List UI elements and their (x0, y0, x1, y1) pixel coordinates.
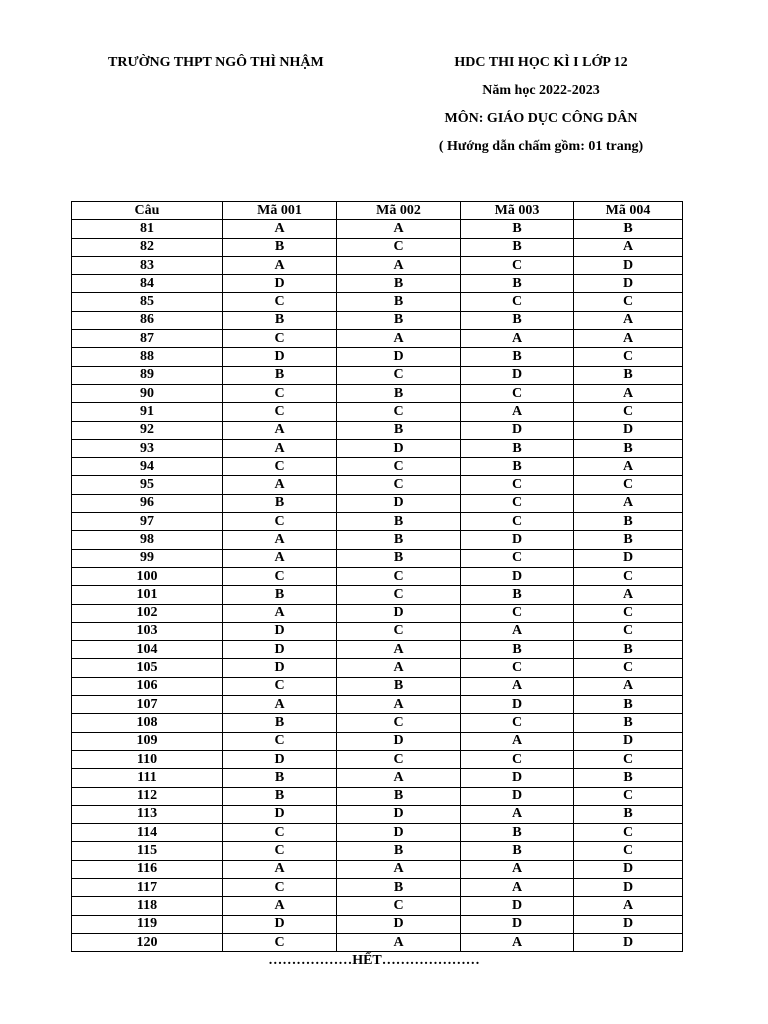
answer-code-001: A (223, 549, 337, 567)
answer-code-003: C (461, 604, 574, 622)
table-row (72, 238, 683, 256)
answer-code-001: A (223, 696, 337, 714)
answer-code-001: C (223, 842, 337, 860)
answer-code-004: C (574, 476, 683, 494)
answer-code-004: A (574, 677, 683, 695)
answer-code-004: C (574, 403, 683, 421)
table-row (72, 366, 683, 384)
answer-code-003: A (461, 330, 574, 348)
answer-code-003: B (461, 238, 574, 256)
answer-code-003: B (461, 311, 574, 329)
answer-code-002: C (337, 366, 461, 384)
question-number: 116 (72, 860, 223, 878)
answer-code-002: A (337, 860, 461, 878)
question-number: 107 (72, 696, 223, 714)
answer-code-002: C (337, 403, 461, 421)
page-count-note: ( Hướng dẫn chấm gồm: 01 trang) (438, 139, 644, 154)
table-row (72, 403, 683, 421)
answer-code-003: C (461, 476, 574, 494)
question-number: 98 (72, 531, 223, 549)
table-row (72, 732, 683, 750)
table-row (72, 714, 683, 732)
table-row (72, 842, 683, 860)
table-row (72, 256, 683, 274)
answer-code-001: C (223, 403, 337, 421)
answer-code-004: D (574, 421, 683, 439)
answer-code-001: A (223, 604, 337, 622)
answer-code-001: A (223, 256, 337, 274)
answer-code-004: C (574, 750, 683, 768)
table-row (72, 787, 683, 805)
answer-code-001: B (223, 787, 337, 805)
table-row (72, 220, 683, 238)
answer-code-001: B (223, 769, 337, 787)
question-number: 85 (72, 293, 223, 311)
answer-code-004: B (574, 714, 683, 732)
end-marker: ………………HẾT………………… (268, 953, 480, 968)
answer-code-003: A (461, 860, 574, 878)
answer-code-002: A (337, 220, 461, 238)
answer-code-004: B (574, 439, 683, 457)
answer-code-001: C (223, 732, 337, 750)
table-row (72, 311, 683, 329)
answer-code-003: A (461, 878, 574, 896)
answer-code-002: D (337, 824, 461, 842)
answer-code-002: A (337, 659, 461, 677)
answer-code-004: A (574, 897, 683, 915)
question-number: 83 (72, 256, 223, 274)
question-number: 97 (72, 513, 223, 531)
question-number: 93 (72, 439, 223, 457)
school-year: Năm học 2022-2023 (482, 83, 600, 98)
answer-code-001: D (223, 348, 337, 366)
question-number: 118 (72, 897, 223, 915)
answer-code-004: A (574, 458, 683, 476)
answer-code-002: C (337, 476, 461, 494)
answer-code-002: C (337, 897, 461, 915)
question-number: 94 (72, 458, 223, 476)
answer-code-004: C (574, 659, 683, 677)
answer-code-003: A (461, 933, 574, 951)
answer-code-002: A (337, 769, 461, 787)
column-header-question: Câu (72, 202, 223, 220)
answer-code-002: B (337, 842, 461, 860)
answer-code-001: C (223, 824, 337, 842)
answer-code-003: D (461, 567, 574, 585)
answer-code-004: C (574, 622, 683, 640)
table-row (72, 659, 683, 677)
question-number: 119 (72, 915, 223, 933)
table-row (72, 348, 683, 366)
answer-code-002: A (337, 256, 461, 274)
answer-code-001: B (223, 714, 337, 732)
answer-code-003: B (461, 348, 574, 366)
subject-title: MÔN: GIÁO DỤC CÔNG DÂN (444, 111, 638, 126)
answer-code-004: D (574, 915, 683, 933)
answer-code-004: A (574, 494, 683, 512)
answer-code-003: A (461, 622, 574, 640)
answer-code-004: B (574, 641, 683, 659)
answer-code-004: A (574, 311, 683, 329)
question-number: 112 (72, 787, 223, 805)
answer-code-003: D (461, 897, 574, 915)
question-number: 113 (72, 805, 223, 823)
answer-code-004: B (574, 696, 683, 714)
question-number: 106 (72, 677, 223, 695)
question-number: 100 (72, 567, 223, 585)
answer-code-001: A (223, 421, 337, 439)
answer-code-003: B (461, 641, 574, 659)
answer-code-003: C (461, 293, 574, 311)
question-number: 86 (72, 311, 223, 329)
question-number: 92 (72, 421, 223, 439)
table-row (72, 384, 683, 402)
answer-code-002: A (337, 330, 461, 348)
answer-code-002: B (337, 878, 461, 896)
table-row (72, 586, 683, 604)
table-row (72, 897, 683, 915)
question-number: 115 (72, 842, 223, 860)
answer-code-003: C (461, 513, 574, 531)
question-number: 103 (72, 622, 223, 640)
answer-code-003: C (461, 256, 574, 274)
answer-code-001: A (223, 531, 337, 549)
answer-code-003: B (461, 458, 574, 476)
table-row (72, 458, 683, 476)
question-number: 117 (72, 878, 223, 896)
answer-code-002: C (337, 714, 461, 732)
table-row (72, 293, 683, 311)
answer-code-003: C (461, 750, 574, 768)
question-number: 88 (72, 348, 223, 366)
answer-code-001: D (223, 641, 337, 659)
answer-code-003: C (461, 659, 574, 677)
answer-code-001: A (223, 439, 337, 457)
answer-code-003: D (461, 531, 574, 549)
answer-code-001: C (223, 933, 337, 951)
answer-code-001: C (223, 458, 337, 476)
answer-key-table (71, 201, 683, 952)
table-row (72, 567, 683, 585)
question-number: 89 (72, 366, 223, 384)
answer-code-001: D (223, 659, 337, 677)
answer-code-004: D (574, 878, 683, 896)
question-number: 99 (72, 549, 223, 567)
answer-code-001: C (223, 878, 337, 896)
table-row (72, 824, 683, 842)
answer-code-001: C (223, 567, 337, 585)
answer-code-001: B (223, 238, 337, 256)
answer-code-003: C (461, 714, 574, 732)
answer-code-001: D (223, 622, 337, 640)
answer-code-002: C (337, 750, 461, 768)
answer-code-002: A (337, 641, 461, 659)
answer-code-003: B (461, 586, 574, 604)
answer-code-002: B (337, 293, 461, 311)
answer-code-002: D (337, 915, 461, 933)
answer-code-001: C (223, 293, 337, 311)
answer-code-004: C (574, 842, 683, 860)
table-row (72, 878, 683, 896)
table-row (72, 750, 683, 768)
question-number: 82 (72, 238, 223, 256)
school-name: TRƯỜNG THPT NGÔ THÌ NHẬM (108, 55, 324, 70)
question-number: 110 (72, 750, 223, 768)
answer-code-001: D (223, 750, 337, 768)
answer-code-003: B (461, 220, 574, 238)
table-row (72, 494, 683, 512)
answer-code-004: A (574, 238, 683, 256)
question-number: 120 (72, 933, 223, 951)
question-number: 91 (72, 403, 223, 421)
table-row (72, 604, 683, 622)
question-number: 90 (72, 384, 223, 402)
question-number: 96 (72, 494, 223, 512)
table-row (72, 275, 683, 293)
answer-code-004: C (574, 348, 683, 366)
answer-code-002: C (337, 622, 461, 640)
exam-title: HDC THI HỌC KÌ I LỚP 12 (454, 55, 628, 70)
answer-code-004: B (574, 805, 683, 823)
answer-code-002: D (337, 348, 461, 366)
table-row (72, 330, 683, 348)
answer-code-003: C (461, 384, 574, 402)
answer-code-002: B (337, 787, 461, 805)
answer-code-001: B (223, 586, 337, 604)
answer-code-004: D (574, 549, 683, 567)
answer-code-004: D (574, 860, 683, 878)
question-number: 87 (72, 330, 223, 348)
answer-code-001: B (223, 311, 337, 329)
answer-code-001: C (223, 330, 337, 348)
table-body (72, 220, 683, 952)
answer-code-003: C (461, 549, 574, 567)
answer-code-001: D (223, 805, 337, 823)
table-row (72, 513, 683, 531)
answer-code-002: D (337, 805, 461, 823)
answer-code-003: A (461, 805, 574, 823)
table-row (72, 677, 683, 695)
answer-code-002: C (337, 458, 461, 476)
question-number: 109 (72, 732, 223, 750)
answer-code-002: B (337, 549, 461, 567)
table-row (72, 915, 683, 933)
column-header-code-004: Mã 004 (574, 202, 683, 220)
column-header-code-001: Mã 001 (223, 202, 337, 220)
answer-code-002: B (337, 531, 461, 549)
answer-code-001: C (223, 677, 337, 695)
answer-code-002: A (337, 696, 461, 714)
answer-code-004: A (574, 330, 683, 348)
answer-code-001: A (223, 220, 337, 238)
question-number: 102 (72, 604, 223, 622)
column-header-code-002: Mã 002 (337, 202, 461, 220)
answer-code-002: B (337, 421, 461, 439)
answer-code-004: D (574, 256, 683, 274)
answer-code-003: B (461, 842, 574, 860)
question-number: 111 (72, 769, 223, 787)
answer-code-002: B (337, 311, 461, 329)
answer-code-002: C (337, 238, 461, 256)
table-row (72, 421, 683, 439)
question-number: 101 (72, 586, 223, 604)
question-number: 95 (72, 476, 223, 494)
answer-code-001: C (223, 513, 337, 531)
answer-code-003: A (461, 732, 574, 750)
answer-code-003: D (461, 787, 574, 805)
answer-code-004: A (574, 586, 683, 604)
answer-code-002: D (337, 439, 461, 457)
answer-code-002: B (337, 677, 461, 695)
answer-code-003: D (461, 421, 574, 439)
question-number: 105 (72, 659, 223, 677)
answer-code-003: D (461, 696, 574, 714)
answer-code-001: B (223, 366, 337, 384)
table-row (72, 805, 683, 823)
question-number: 81 (72, 220, 223, 238)
answer-code-004: B (574, 220, 683, 238)
answer-code-001: B (223, 494, 337, 512)
answer-code-001: C (223, 384, 337, 402)
answer-code-004: B (574, 366, 683, 384)
answer-code-004: D (574, 732, 683, 750)
answer-code-001: A (223, 897, 337, 915)
table-row (72, 769, 683, 787)
table-row (72, 549, 683, 567)
answer-code-001: A (223, 476, 337, 494)
answer-code-002: D (337, 732, 461, 750)
answer-code-003: A (461, 403, 574, 421)
table-row (72, 531, 683, 549)
answer-code-002: A (337, 933, 461, 951)
answer-code-004: D (574, 933, 683, 951)
table-header-row (72, 202, 683, 220)
question-number: 114 (72, 824, 223, 842)
answer-code-004: C (574, 293, 683, 311)
table-row (72, 641, 683, 659)
table-row (72, 860, 683, 878)
answer-code-004: C (574, 787, 683, 805)
answer-code-002: D (337, 494, 461, 512)
answer-code-002: B (337, 513, 461, 531)
column-header-code-003: Mã 003 (461, 202, 574, 220)
answer-code-003: B (461, 824, 574, 842)
answer-code-004: B (574, 531, 683, 549)
table-row (72, 622, 683, 640)
answer-code-003: B (461, 275, 574, 293)
answer-code-004: C (574, 567, 683, 585)
answer-code-004: B (574, 769, 683, 787)
answer-code-001: D (223, 275, 337, 293)
table-row (72, 439, 683, 457)
answer-code-003: D (461, 915, 574, 933)
table-row (72, 933, 683, 951)
question-number: 104 (72, 641, 223, 659)
answer-code-002: B (337, 384, 461, 402)
answer-code-004: C (574, 824, 683, 842)
answer-code-003: C (461, 494, 574, 512)
table-row (72, 476, 683, 494)
answer-code-004: D (574, 275, 683, 293)
question-number: 84 (72, 275, 223, 293)
answer-code-004: C (574, 604, 683, 622)
answer-code-003: B (461, 439, 574, 457)
answer-code-003: A (461, 677, 574, 695)
answer-code-002: C (337, 586, 461, 604)
answer-code-004: B (574, 513, 683, 531)
question-number: 108 (72, 714, 223, 732)
answer-code-003: D (461, 366, 574, 384)
answer-code-001: D (223, 915, 337, 933)
answer-code-004: A (574, 384, 683, 402)
answer-code-002: B (337, 275, 461, 293)
answer-code-002: D (337, 604, 461, 622)
answer-code-003: D (461, 769, 574, 787)
answer-code-001: A (223, 860, 337, 878)
answer-code-002: C (337, 567, 461, 585)
table-row (72, 696, 683, 714)
